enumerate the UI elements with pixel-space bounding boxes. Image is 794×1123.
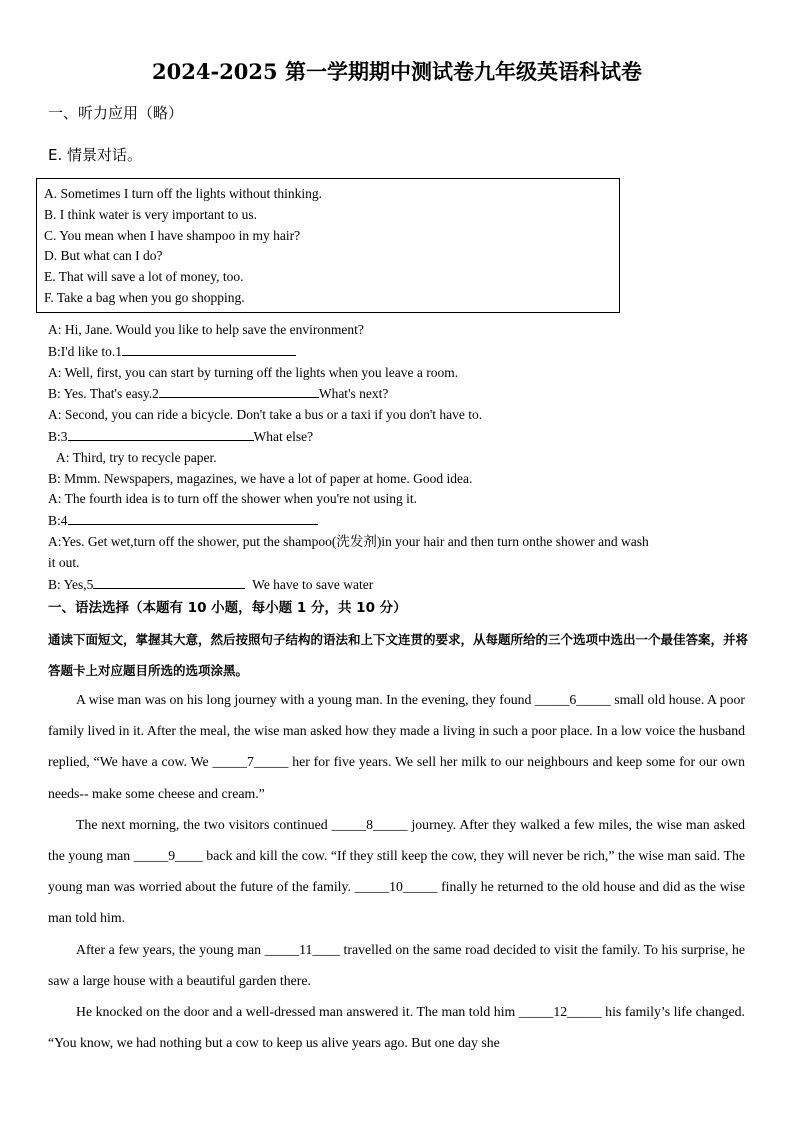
option-e: E. That will save a lot of money, too. — [44, 269, 244, 285]
passage-paragraph: After a few years, the young man _____11____ travelled on the same road decided to visit the family. To his surprise, he saw a large house with a beautiful garden there. — [48, 941, 745, 988]
dialogue-line — [48, 574, 658, 596]
dialogue-text: B: Yes. That's easy.2 — [48, 386, 159, 402]
dialogue-text: B: Yes,5 — [48, 576, 94, 592]
answer-blank-5[interactable] — [93, 574, 245, 589]
answer-blank-4[interactable] — [68, 510, 318, 525]
section-e-heading: E. 情景对话。 — [48, 146, 143, 164]
dialogue-text: What else? — [253, 428, 314, 444]
passage-paragraph: He knocked on the door and a well-dressed man answered it. The man told him _____12_____ his family’s life changed. “You know, we had nothing but a cow to keep us alive years ago. But one day she — [48, 1004, 745, 1051]
options-box — [36, 178, 620, 313]
dialogue-line: A: Second, you can ride a bicycle. Don't take a bus or a taxi if you don't have to. — [48, 407, 483, 423]
option-c: C. You mean when I have shampoo in my hair? — [44, 227, 301, 243]
reading-passage — [48, 684, 745, 1058]
dialogue-text: B:3 — [48, 428, 68, 444]
answer-blank-2[interactable] — [159, 383, 319, 398]
answer-blank-1[interactable] — [122, 341, 296, 356]
dialogue-text: What's next? — [318, 386, 389, 402]
passage-paragraph: The next morning, the two visitors continued _____8_____ journey. After they walked a few miles, the wise man asked the young man _____9____ back and kill the cow. “If they still keep the cow, they will never be rich,” the wise man said. The young man was worried about the future of the family. _____10_____ finally he returned to the old house and did as the wise man told him. — [48, 816, 745, 926]
dialogue-line: A: Third, try to recycle paper. — [56, 449, 217, 465]
dialogue — [48, 320, 658, 595]
dialogue-line: B: Mmm. Newspapers, magazines, we have a lot of paper at home. Good idea. — [48, 470, 473, 486]
dialogue-line: A: The fourth idea is to turn off the shower when you're not using it. — [48, 491, 417, 507]
option-b: B. I think water is very important to us. — [44, 206, 257, 222]
dialogue-text: B:4 — [48, 513, 68, 529]
answer-blank-3[interactable] — [68, 426, 254, 441]
option-d: D. But what can I do? — [44, 248, 163, 264]
dialogue-line — [48, 341, 658, 363]
dialogue-text: We have to save water — [252, 576, 374, 592]
dialogue-line — [48, 383, 658, 405]
dialogue-line: A: Well, first, you can start by turning off the lights when you leave a room. — [48, 364, 459, 380]
option-a: A. Sometimes I turn off the lights without thinking. — [44, 186, 322, 201]
dialogue-line — [48, 426, 658, 448]
grammar-instructions: 通读下面短文，掌握其大意，然后按照句子结构的语法和上下文连贯的要求，从每题所给的三个选项中选出一个最佳答案，并将答题卡上对应题目所选的选项涂黑。 — [48, 632, 749, 678]
dialogue-line: A: Hi, Jane. Would you like to help save the environment? — [48, 322, 364, 337]
page-title: 2024-2025 第一学期期中测试卷九年级英语科试卷 — [152, 59, 642, 84]
dialogue-text: B:I'd like to.1 — [48, 343, 123, 359]
passage-paragraph: A wise man was on his long journey with a young man. In the evening, they found _____6_____ small old house. A poor family lived in it. After the meal, the wise man asked how they made a living in such a poor place. In a low voice the husband replied, “We have a cow. We _____7_____ her for five years. We sell her milk to our neighbours and keep some for our own needs-- make some cheese and cream.” — [48, 692, 745, 801]
option-f: F. Take a bag when you go shopping. — [44, 289, 245, 305]
dialogue-line — [48, 510, 658, 532]
section-listening-heading: 一、听力应用（略） — [48, 104, 184, 122]
dialogue-line: A:Yes. Get wet,turn off the shower, put the shampoo(洗发剂)in your hair and then turn onthe shower and wash it out. — [48, 533, 649, 570]
section-grammar-heading: 一、语法选择（本题有 10 小题，每小题 1 分，共 10 分） — [48, 600, 407, 616]
